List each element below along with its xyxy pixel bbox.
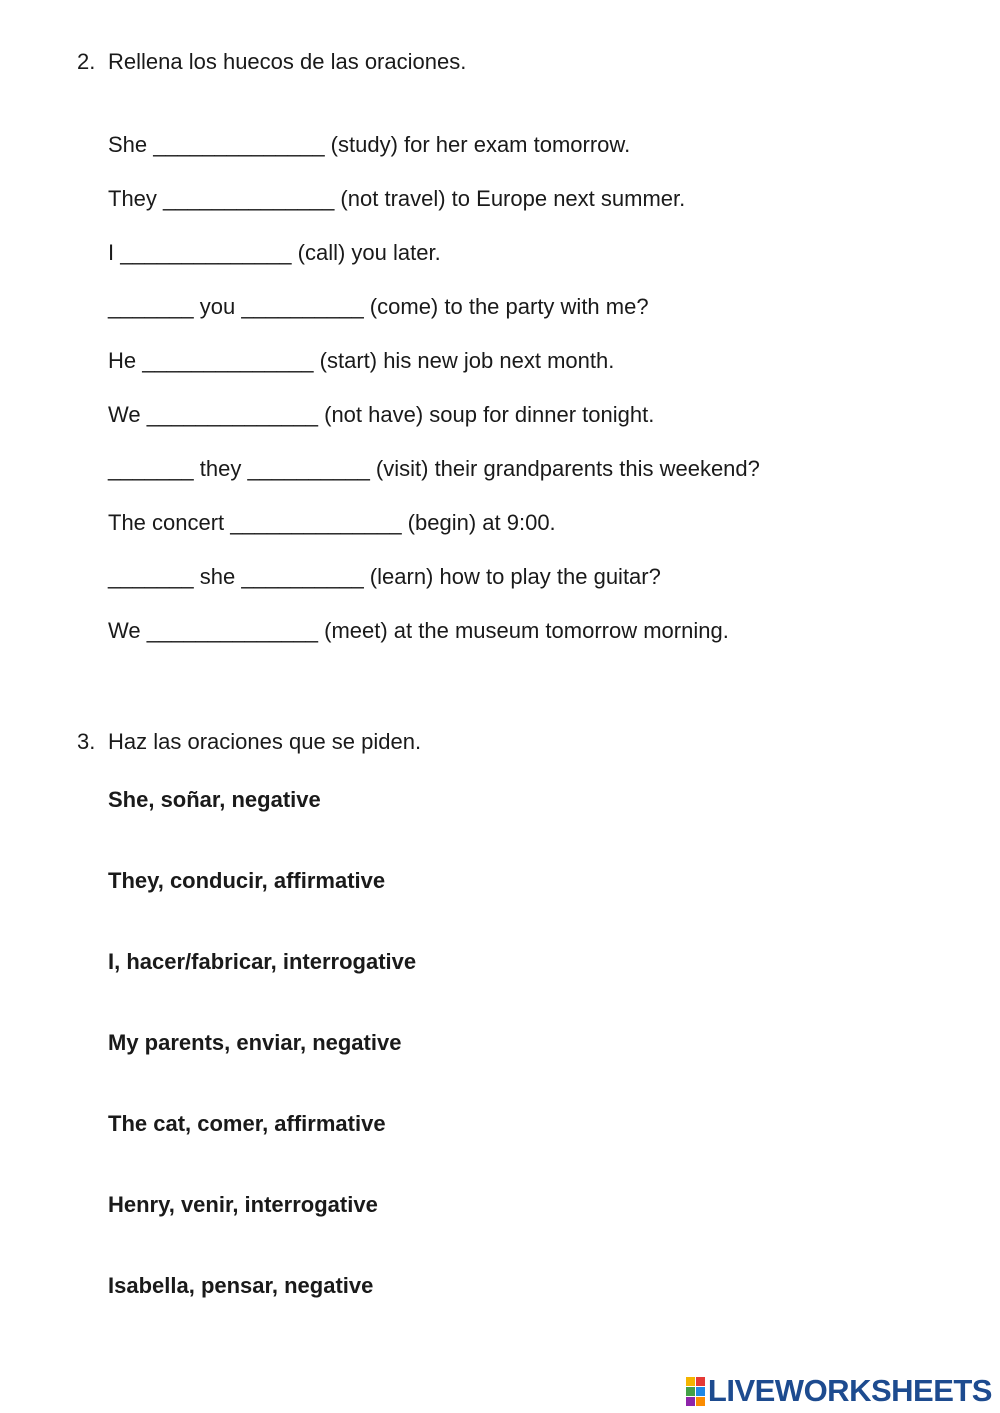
liveworksheets-logo[interactable] (686, 1375, 992, 1407)
fill-sentence-4: _______ you __________ (come) to the party with me? (108, 294, 649, 319)
logo-square-3 (686, 1387, 695, 1396)
fill-sentence-10: We ______________ (meet) at the museum tomorrow morning. (108, 618, 729, 643)
fill-sentence-1: She ______________ (study) for her exam tomorrow. (108, 132, 631, 157)
sentence-prompt-7: Isabella, pensar, negative (108, 1273, 374, 1298)
section-3-title: Haz las oraciones que se piden. (108, 729, 422, 754)
fill-sentence-2: They ______________ (not travel) to Europe next summer. (108, 186, 686, 211)
sentence-prompt-6: Henry, venir, interrogative (108, 1192, 378, 1217)
logo-wordmark: LIVEWORKSHEETS (707, 1373, 992, 1408)
section-2-number: 2. (77, 49, 96, 74)
logo-square-4 (696, 1387, 705, 1396)
fill-sentence-8: The concert ______________ (begin) at 9:00. (108, 510, 556, 535)
sentence-prompt-4: My parents, enviar, negative (108, 1030, 402, 1055)
sentence-prompt-5: The cat, comer, affirmative (108, 1111, 386, 1136)
fill-sentence-3: I ______________ (call) you later. (108, 240, 441, 265)
sentence-prompt-2: They, conducir, affirmative (108, 868, 386, 893)
sentence-prompt-1: She, soñar, negative (108, 787, 321, 812)
logo-square-5 (686, 1397, 695, 1406)
section-3-heading (77, 728, 421, 756)
section-3-number: 3. (77, 729, 96, 754)
fill-sentence-9: _______ she __________ (learn) how to play the guitar? (108, 564, 661, 589)
section-2-heading (77, 48, 466, 76)
liveworksheets-logo-icon (686, 1377, 705, 1406)
fill-sentence-7: _______ they __________ (visit) their grandparents this weekend? (108, 456, 760, 481)
logo-square-2 (696, 1377, 705, 1386)
logo-square-6 (696, 1397, 705, 1406)
sentence-prompt-3: I, hacer/fabricar, interrogative (108, 949, 417, 974)
fill-sentence-6: We ______________ (not have) soup for dinner tonight. (108, 402, 655, 427)
section-2-title: Rellena los huecos de las oraciones. (108, 49, 467, 74)
logo-square-1 (686, 1377, 695, 1386)
fill-sentence-5: He ______________ (start) his new job next month. (108, 348, 615, 373)
